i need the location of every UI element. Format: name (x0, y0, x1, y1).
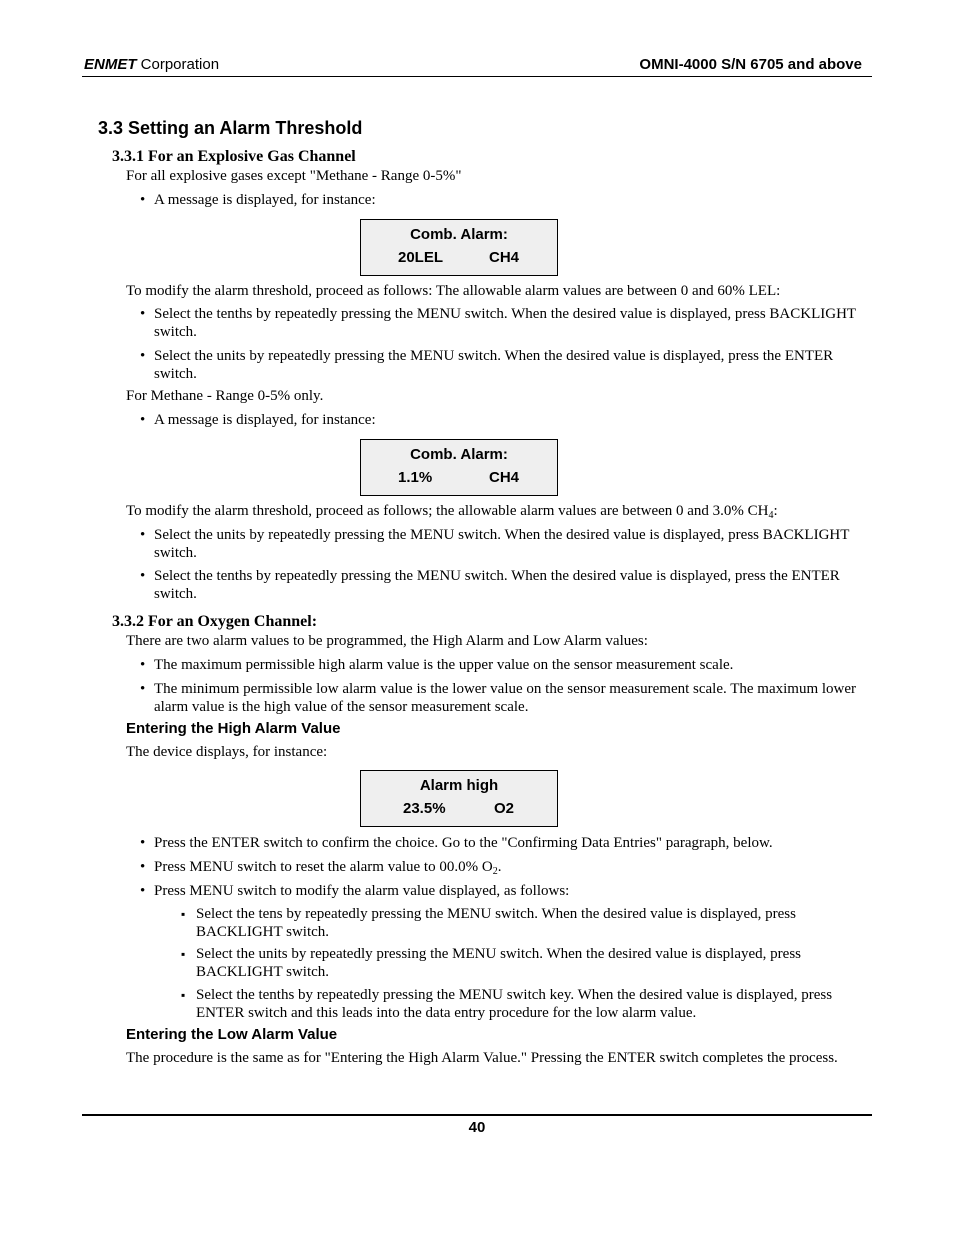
display-channel: O2 (494, 800, 515, 817)
section-title: 3.3 Setting an Alarm Threshold (98, 118, 363, 138)
high-bullet-2-main: Press MENU switch to reset the alarm value to 00.0% O (154, 859, 493, 875)
oxygen-bullet-2: • The minimum permissible low alarm value is the lower value on the sensor measurement scale. The maximum lower alarm value is the high value of the sensor measurement scale. (154, 680, 866, 716)
display-value: 20LEL (398, 249, 444, 266)
explosive-step-1: • Select the tenths by repeatedly pressing the MENU switch. When the desired value is displayed, press BACKLIGHT switch. (154, 305, 866, 341)
high-bullet-2-subscript: 2 (492, 866, 498, 877)
display-value: 1.1% (398, 469, 433, 486)
methane-modify-subscript: 4 (768, 510, 774, 521)
sub-step-1: ▪ Select the tens by repeatedly pressing the MENU switch. When the desired value is displayed, press BACKLIGHT switch. (196, 905, 866, 941)
methane-message-bullet: • A message is displayed, for instance: (154, 411, 866, 429)
page-number: 40 (468, 1119, 486, 1136)
display-line1: Comb. Alarm: (410, 226, 508, 243)
oxygen-bullet-1: • The maximum permissible high alarm value is the upper value on the sensor measurement scale. (154, 656, 866, 674)
company-name-bold: ENMET (84, 56, 137, 73)
display-box-lel (360, 219, 558, 276)
display-value: 23.5% (403, 800, 446, 817)
oxygen-intro: There are two alarm values to be programmed, the High Alarm and Low Alarm values: (126, 633, 648, 649)
display-box-oxygen (360, 770, 558, 827)
header-company (84, 56, 219, 73)
high-alarm-intro: The device displays, for instance: (126, 744, 328, 760)
explosive-intro: For all explosive gases except "Methane - Range 0-5%" (126, 168, 462, 184)
methane-step-2: • Select the tenths by repeatedly pressing the MENU switch. When the desired value is displayed, press the ENTER switch. (154, 567, 866, 603)
methane-modify-text-main: To modify the alarm threshold, proceed as follows; the allowable alarm values are between 0 and 3.0% CH (126, 503, 769, 519)
explosive-step-2: • Select the units by repeatedly pressing the MENU switch. When the desired value is displayed, press the ENTER switch. (154, 347, 866, 383)
explosive-message-bullet: • A message is displayed, for instance: (154, 191, 866, 209)
display-channel: CH4 (489, 249, 520, 266)
header-product: OMNI-4000 S/N 6705 and above (639, 56, 862, 73)
high-bullet-1: • Press the ENTER switch to confirm the choice. Go to the "Confirming Data Entries" paragraph, below. (154, 834, 866, 852)
display-channel: CH4 (489, 469, 520, 486)
high-alarm-heading: Entering the High Alarm Value (126, 720, 341, 737)
explosive-heading: 3.3.1 For an Explosive Gas Channel (112, 148, 356, 165)
explosive-modify-text: To modify the alarm threshold, proceed as follows: The allowable alarm values are between 0 and 60% LEL: (126, 283, 781, 299)
low-alarm-heading: Entering the Low Alarm Value (126, 1026, 338, 1043)
sub-step-3: ▪ Select the tenths by repeatedly pressing the MENU switch key. When the desired value is displayed, press ENTER switch and this leads into the data entry procedure for the low alarm value. (196, 986, 866, 1022)
display-line1: Alarm high (419, 777, 499, 794)
display-box-methane (360, 439, 558, 496)
low-alarm-text: The procedure is the same as for "Entering the High Alarm Value." Pressing the ENTER switch completes the process. (126, 1050, 838, 1066)
methane-step-1: • Select the units by repeatedly pressing the MENU switch. When the desired value is displayed, press BACKLIGHT switch. (154, 526, 866, 562)
footer-divider (82, 1114, 872, 1116)
methane-modify-text (126, 502, 866, 520)
high-bullet-3: • Press MENU switch to modify the alarm value displayed, as follows: (154, 882, 866, 900)
sub-step-2: ▪ Select the units by repeatedly pressing the MENU switch. When the desired value is displayed, press BACKLIGHT switch. (196, 945, 866, 981)
methane-modify-text-end: : (773, 503, 778, 519)
display-line1: Comb. Alarm: (410, 446, 508, 463)
methane-intro: For Methane - Range 0-5% only. (126, 388, 324, 404)
header-divider (82, 76, 872, 77)
high-bullet-2 (154, 858, 866, 876)
high-bullet-2-end: . (497, 859, 502, 875)
oxygen-heading: 3.3.2 For an Oxygen Channel: (112, 613, 318, 630)
company-name-rest: Corporation (140, 56, 220, 73)
